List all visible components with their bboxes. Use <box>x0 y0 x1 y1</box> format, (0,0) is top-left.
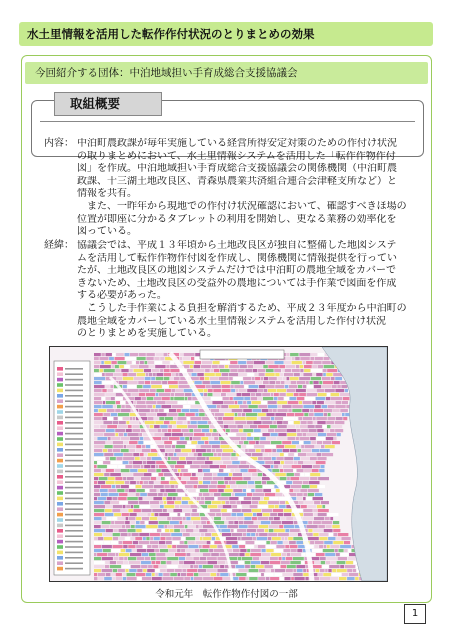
crop-map-image <box>49 346 388 582</box>
background-line: のとりまとめを実施している。 <box>77 328 217 340</box>
content-label: 内容： <box>44 138 74 149</box>
content-line: の取りまとめにおいて、水土里情報システムを活用した「転作作物作付 <box>77 150 396 162</box>
crop-map-graphic <box>50 347 387 581</box>
background-line: する必要があった。 <box>77 290 167 302</box>
content-line: 位置が即座に分かるタブレットの利用を開始し、更なる業務の効率化を <box>77 213 397 225</box>
content-text <box>77 138 424 239</box>
section-heading: 取組概要 <box>54 92 162 116</box>
background-line: 農地全域をカバーしている水土里情報システムを活用した作付け状況 <box>77 315 386 327</box>
background-line: ムを活用して転作作物作付図を作成し、関係機関に情報提供を行ってい <box>77 252 397 264</box>
content-line: 図」を作成。中泊地域担い手育成総合支援協議会の関係機関（中泊町農 <box>77 163 397 175</box>
background-line: たが、土地改良区の地図システムだけでは中泊町の農地全域をカバーで <box>77 265 396 277</box>
map-caption: 令和元年 転作作物作付図の一部 <box>155 589 298 600</box>
content-line: 中泊町農政課が毎年実施している経営所得安定対策のための作付け状況 <box>77 138 397 149</box>
content-line: また、一昨年から現地での作付け状況確認において、確認すべきほ場の <box>77 200 407 212</box>
map-legend <box>54 361 90 575</box>
background-line: きないため、土地改良区の受益外の農地については手作業で図面を作成 <box>77 277 397 289</box>
page-title: 水土里情報を活用した転作作付状況のとりまとめの効果 <box>19 22 433 46</box>
content-line: 政課、十三湖土地改良区、青森県農業共済組合連合会津軽支所など）と <box>77 175 397 187</box>
background-line: こうした手作業による負担を解消するため、平成２３年度から中泊町の <box>77 302 407 314</box>
organization-banner: 今回紹介する団体：中泊地域担い手育成総合支援協議会 <box>25 62 428 84</box>
background-line: 協議会では、平成１３年頃から土地改良区が独自に整備した地図システ <box>77 240 397 251</box>
content-line: 情報を共有。 <box>77 188 137 200</box>
background-text <box>77 240 424 341</box>
section-divider <box>40 121 415 122</box>
page-number: 1 <box>404 604 426 624</box>
background-label: 経緯： <box>44 240 74 251</box>
content-line: 図っている。 <box>77 226 137 238</box>
